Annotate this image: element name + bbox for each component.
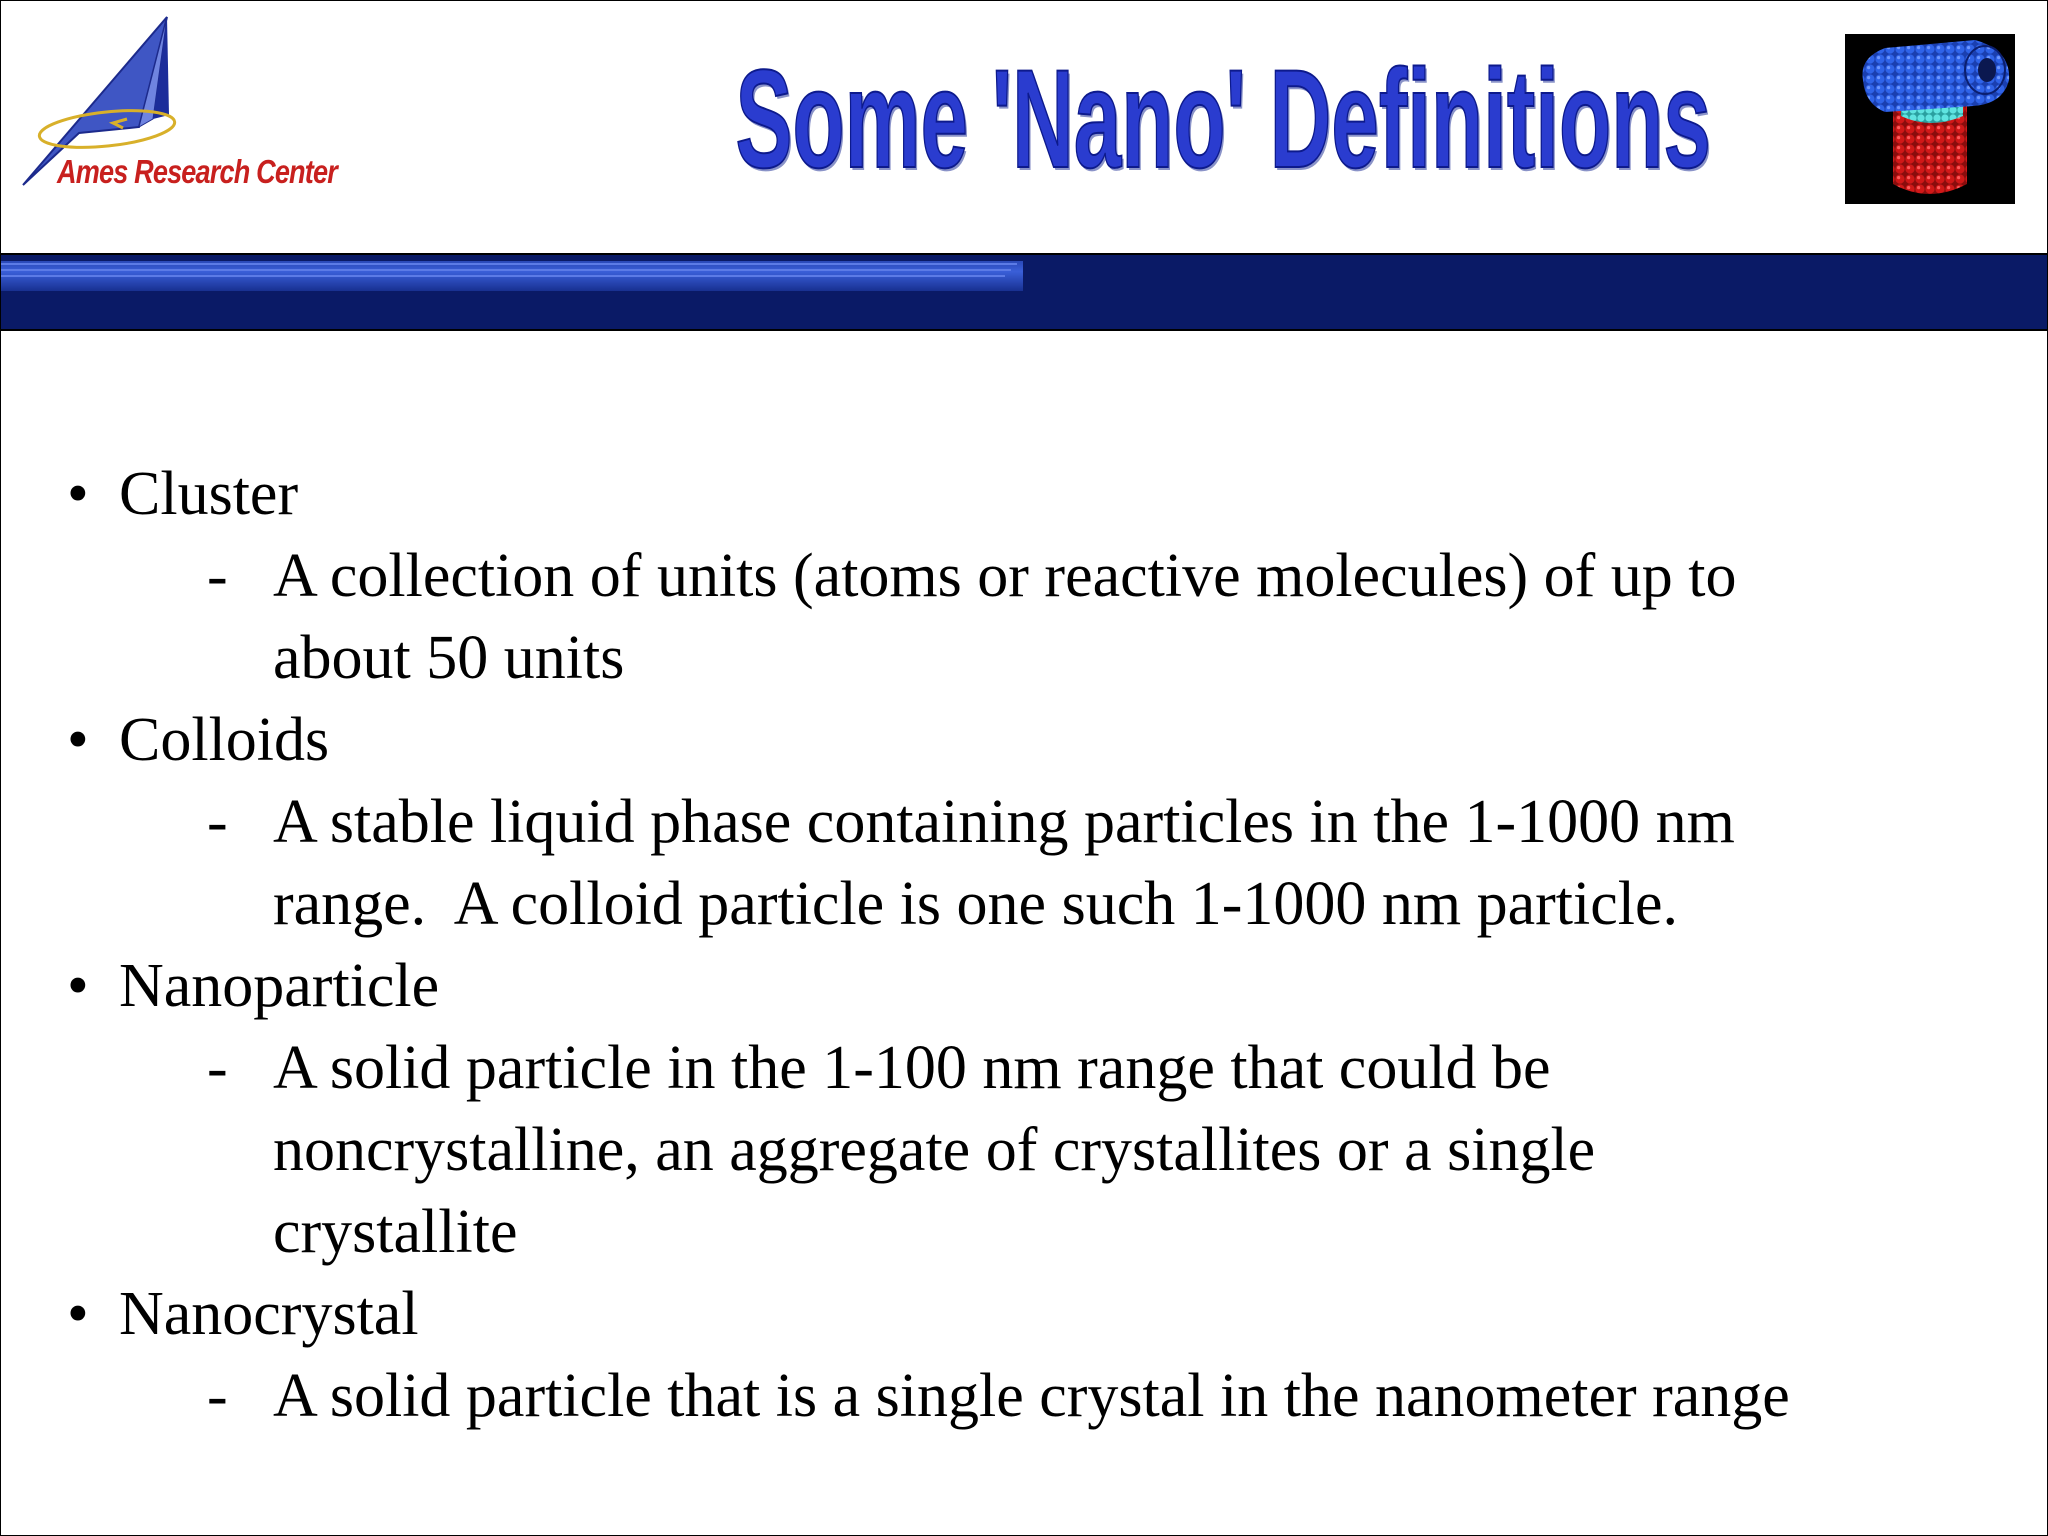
term-nanocrystal: Nanocrystal xyxy=(119,1280,419,1348)
sub-bullet-dash: - xyxy=(207,542,228,610)
bullet-marker: • xyxy=(67,706,89,774)
definitions-list xyxy=(1,327,2047,1535)
definition-line: noncrystalline, an aggregate of crystallites or a single xyxy=(273,1116,1596,1184)
header-band xyxy=(1,253,2047,331)
definition-line: A stable liquid phase containing particles in the 1-1000 nm xyxy=(273,788,1735,856)
slide-header xyxy=(1,1,2047,253)
term-cluster: Cluster xyxy=(119,460,299,528)
definition-line: A solid particle that is a single crystal in the nanometer range xyxy=(273,1362,1790,1430)
definition-line: about 50 units xyxy=(273,624,625,692)
header-band-line xyxy=(1,269,1011,271)
definition-line: crystallite xyxy=(273,1198,518,1266)
definition-line: A collection of units (atoms or reactive molecules) of up to xyxy=(273,542,1737,610)
logo-text: Ames Research Center xyxy=(57,153,337,190)
bullet-marker: • xyxy=(67,1280,89,1348)
sub-bullet-dash: - xyxy=(207,788,228,856)
nanotube-molecule-icon xyxy=(1845,34,2015,204)
term-colloids: Colloids xyxy=(119,706,330,774)
term-nanoparticle: Nanoparticle xyxy=(119,952,440,1020)
sub-bullet-dash: - xyxy=(207,1034,228,1102)
slide-title: Some 'Nano' Definitions xyxy=(735,40,1711,197)
definition-line: A solid particle in the 1-100 nm range that could be xyxy=(273,1034,1551,1102)
nanotube-image xyxy=(1845,34,2015,204)
bullet-marker: • xyxy=(67,952,89,1020)
bullet-marker: • xyxy=(67,460,89,528)
definition-line: range. A colloid particle is one such 1-1000 nm particle. xyxy=(273,870,1678,938)
sub-bullet-dash: - xyxy=(207,1362,228,1430)
header-band-line xyxy=(1,275,1005,277)
header-band-line xyxy=(1,263,1017,265)
